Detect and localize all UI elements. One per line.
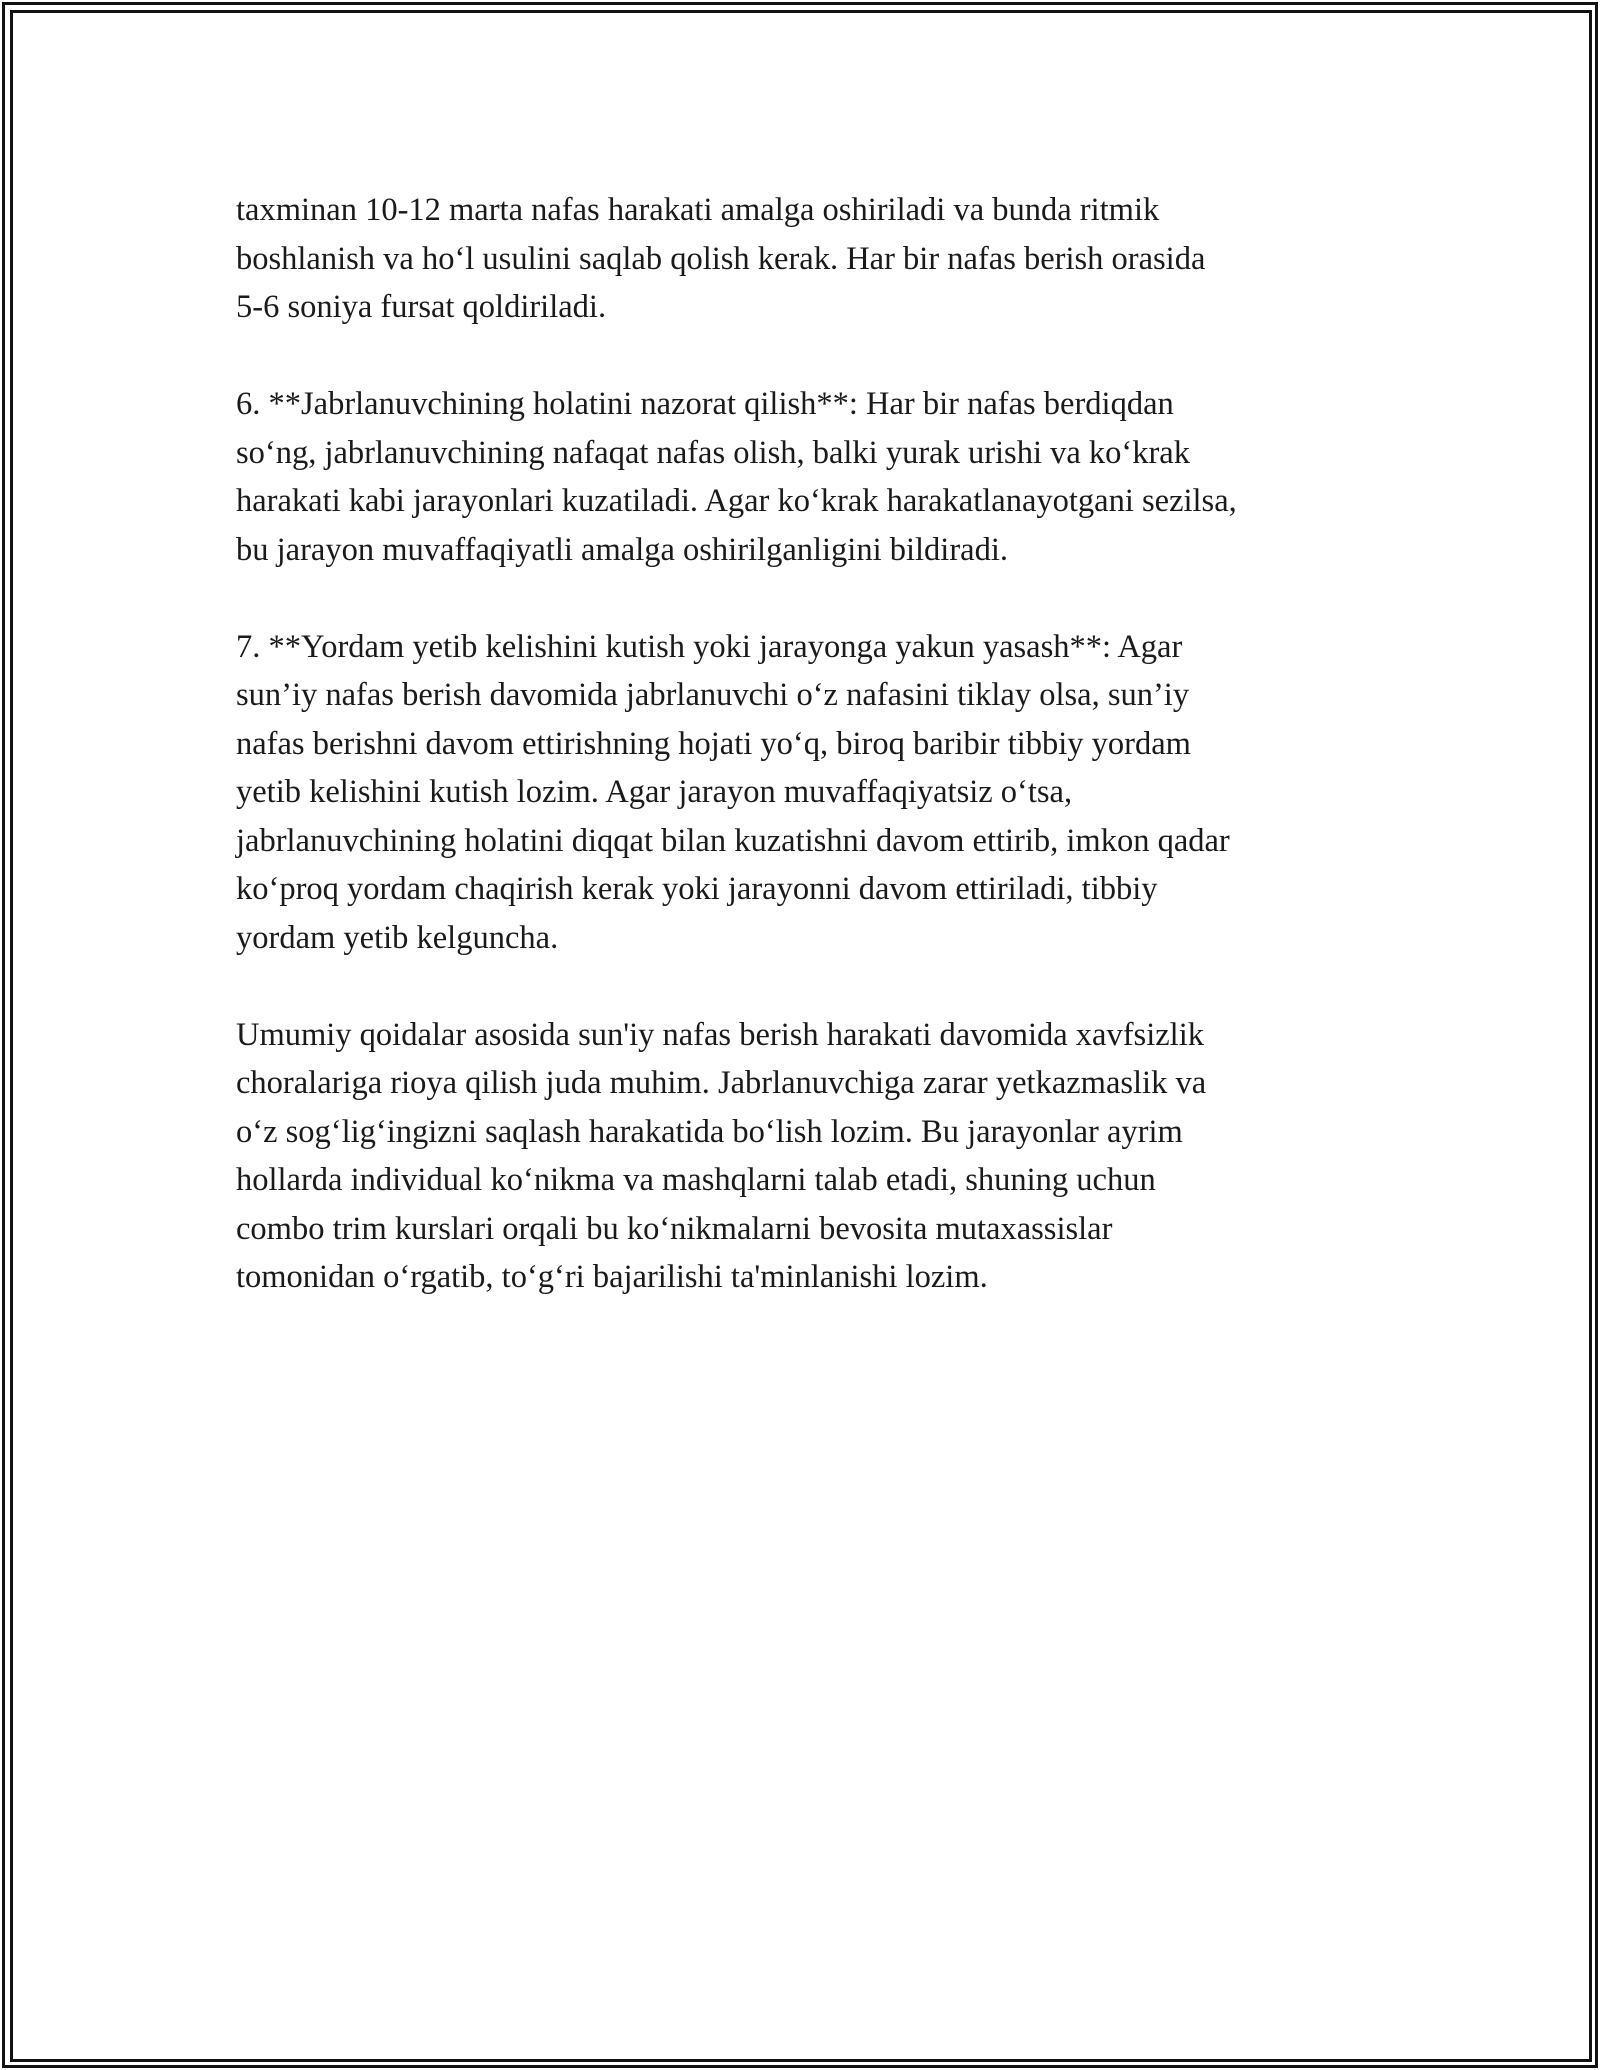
- text-line: jabrlanuvchining holatini diqqat bilan kuzatishni davom ettirib, imkon qadar: [236, 822, 1230, 859]
- paragraph-step7: [236, 623, 1396, 963]
- document-body: [236, 186, 1396, 1350]
- text-line: combo trim kurslari orqali bu ko‘nikmalarni bevosita mutaxassislar: [236, 1210, 1113, 1247]
- text-line: Umumiy qoidalar asosida sun'iy nafas berish harakati davomida xavfsizlik: [236, 1016, 1204, 1053]
- text-line: nafas berishni davom ettirishning hojati yo‘q, biroq baribir tibbiy yordam: [236, 725, 1191, 762]
- paragraph-step6: [236, 380, 1396, 574]
- text-line: taxminan 10-12 marta nafas harakati amalga oshiriladi va bunda ritmik: [236, 192, 1160, 228]
- text-line: choralariga rioya qilish juda muhim. Jabrlanuvchiga zarar yetkazmaslik va: [236, 1065, 1207, 1101]
- text-line: 7. **Yordam yetib kelishini kutish yoki jarayonga yakun yasash**: Agar: [236, 628, 1183, 665]
- text-line: yordam yetib kelguncha.: [236, 919, 559, 956]
- text-line: 6. **Jabrlanuvchining holatini nazorat qilish**: Har bir nafas berdiqdan: [236, 386, 1174, 422]
- text-line: boshlanish va ho‘l usulini saqlab qolish kerak. Har bir nafas berish orasida: [236, 240, 1206, 277]
- text-line: ko‘proq yordam chaqirish kerak yoki jarayonni davom ettiriladi, tibbiy: [236, 871, 1158, 907]
- paragraph-general-rules: [236, 1011, 1396, 1302]
- text-line: tomonidan o‘rgatib, to‘g‘ri bajarilishi ta'minlanishi lozim.: [236, 1259, 988, 1295]
- text-line: so‘ng, jabrlanuvchining nafaqat nafas olish, balki yurak urishi va ko‘krak: [236, 434, 1190, 471]
- text-line: 5-6 soniya fursat qoldiriladi.: [236, 289, 607, 325]
- text-line: harakati kabi jarayonlari kuzatiladi. Agar ko‘krak harakatlanayotgani sezilsa,: [236, 483, 1237, 519]
- text-line: sun’iy nafas berish davomida jabrlanuvchi o‘z nafasini tiklay olsa, sun’iy: [236, 677, 1190, 713]
- text-line: o‘z sog‘lig‘ingizni saqlash harakatida bo‘lish lozim. Bu jarayonlar ayrim: [236, 1113, 1183, 1150]
- paragraph-step5-continuation: [236, 186, 1396, 332]
- text-line: bu jarayon muvaffaqiyatli amalga oshirilganligini bildiradi.: [236, 531, 1008, 568]
- text-line: yetib kelishini kutish lozim. Agar jarayon muvaffaqiyatsiz o‘tsa,: [236, 774, 1073, 810]
- text-line: hollarda individual ko‘nikma va mashqlarni talab etadi, shuning uchun: [236, 1162, 1156, 1198]
